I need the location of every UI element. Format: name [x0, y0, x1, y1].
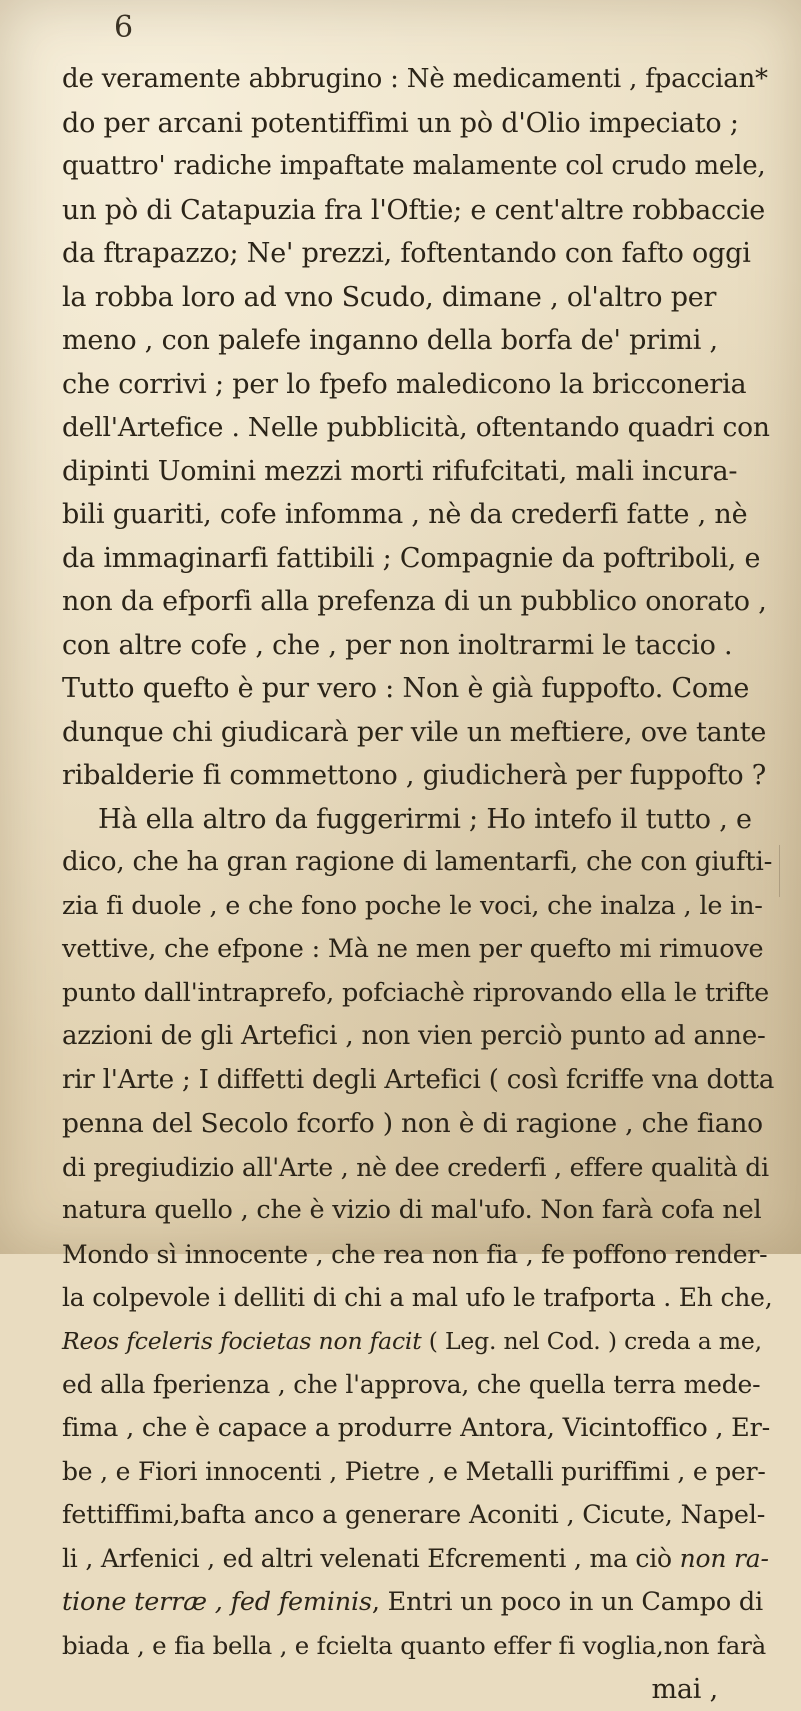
- text-line: [62, 1407, 774, 1451]
- text-line: [62, 972, 774, 1016]
- text-span: de veramente abbrugino : Nè medicamenti , fpaccian*: [62, 64, 768, 94]
- text-line: [62, 1015, 774, 1059]
- text-line: [62, 885, 774, 929]
- page-number: 6: [114, 8, 133, 48]
- text-line: [62, 1059, 774, 1103]
- text-span: di pregiudizio all'Arte , nè dee crederfi , effere qualità di: [62, 1153, 769, 1182]
- text-line: [62, 1102, 774, 1146]
- text-line: [62, 58, 774, 102]
- text-line: [62, 1363, 774, 1407]
- text-line: [62, 1450, 774, 1494]
- text-line: [62, 276, 774, 320]
- text-line: [62, 798, 774, 842]
- text-span: da ftrapazzo; Ne' prezzi, foftentando con fafto oggi: [62, 238, 751, 269]
- text-span: zia fi duole , e che fono poche le voci, che inalza , le in-: [62, 891, 763, 921]
- text-span: Mondo sì innocente , che rea non fia , fe poffono render-: [62, 1240, 767, 1269]
- text-span: quattro' radiche impaftate malamente col crudo mele,: [62, 151, 765, 181]
- text-span: natura quello , che è vizio di mal'ufo. Non farà cofa nel: [62, 1195, 761, 1225]
- text-span: biada , e fia bella , e fcielta quanto effer fi voglia,non farà: [62, 1631, 766, 1660]
- text-span: con altre cofe , che , per non inoltrarmi le taccio .: [62, 630, 732, 661]
- text-line: [62, 754, 774, 798]
- text-line: [62, 624, 774, 668]
- text-span: non da efporfi alla prefenza di un pubblico onorato ,: [62, 586, 767, 617]
- text-line: [62, 1537, 774, 1581]
- text-span: Tutto quefto è pur vero : Non è già fuppofto. Come: [62, 673, 749, 704]
- text-line: [62, 580, 774, 624]
- text-line: [62, 319, 774, 363]
- text-span: la robba loro ad vno Scudo, dimane , ol'altro per: [62, 282, 716, 313]
- text-line: [62, 232, 774, 276]
- text-line: [62, 841, 774, 885]
- text-span: ( Leg. nel Cod. ) creda a me,: [421, 1327, 761, 1355]
- text-span: fima , che è capace a produrre Antora, Vicintoffico , Er-: [62, 1413, 770, 1443]
- text-span: bili guariti, cofe infomma , nè da crederfi fatte , nè: [62, 499, 747, 530]
- text-line: [62, 450, 774, 494]
- text-line: [62, 1668, 774, 1711]
- text-span: , Entri un poco in un Campo di: [372, 1587, 763, 1617]
- text-line: [62, 1494, 774, 1538]
- text-line: [62, 145, 774, 189]
- margin-mark: [779, 845, 780, 897]
- text-span: dunque chi giudicarà per vile un meftiere, ove tante: [62, 717, 766, 748]
- text-span: be , e Fiori innocenti , Pietre , e Metalli puriffimi , e per-: [62, 1457, 766, 1486]
- text-line: [62, 1276, 774, 1320]
- text-span: vettive, che efpone : Mà ne men per quefto mi rimuove: [62, 934, 763, 964]
- text-span: penna del Secolo fcorfo ) non è di ragione , che fiano: [62, 1108, 763, 1139]
- text-line: [62, 1320, 774, 1364]
- text-line: [62, 1189, 774, 1233]
- text-line: [62, 493, 774, 537]
- text-line: [62, 711, 774, 755]
- text-span: dipinti Uomini mezzi morti rifufcitati, mali incura-: [62, 456, 737, 487]
- text-span: da immaginarfi fattibili ; Compagnie da poftriboli, e: [62, 543, 760, 574]
- text-span: do per arcani potentiffimi un pò d'Olio impeciato ;: [62, 108, 739, 139]
- italic-text-span: non ra-: [680, 1544, 769, 1573]
- text-line: [62, 189, 774, 233]
- text-line: [62, 1581, 774, 1625]
- text-span: rir l'Arte ; I diffetti degli Artefici ( così fcriffe vna dotta: [62, 1065, 774, 1095]
- text-span: li , Arfenici , ed altri velenati Efcrementi , ma ciò: [62, 1544, 680, 1573]
- text-span: dell'Artefice . Nelle pubblicità, oftentando quadri con: [62, 412, 770, 443]
- body-text: [62, 58, 774, 1711]
- text-line: [62, 363, 774, 407]
- text-span: mai ,: [651, 1674, 718, 1705]
- text-span: punto dall'intraprefo, pofciachè riprovando ella le trifte: [62, 978, 769, 1008]
- text-span: ribalderie fi commettono , giudicherà per fuppofto ?: [62, 760, 766, 791]
- text-line: [62, 537, 774, 581]
- text-line: [62, 1233, 774, 1277]
- text-span: un pò di Catapuzia fra l'Oftie; e cent'altre robbaccie: [62, 195, 765, 226]
- text-span: meno , con palefe inganno della borfa de' primi ,: [62, 325, 718, 356]
- text-line: [62, 667, 774, 711]
- text-line: [62, 406, 774, 450]
- text-span: Hà ella altro da fuggerirmi ; Ho intefo il tutto , e: [98, 804, 752, 835]
- italic-text-span: Reos fceleris focietas non facit: [62, 1327, 421, 1355]
- text-span: la colpevole i delliti di chi a mal ufo le trafporta . Eh che,: [62, 1283, 773, 1312]
- text-line: [62, 102, 774, 146]
- text-line: [62, 928, 774, 972]
- italic-text-span: tione terræ , fed feminis: [62, 1587, 372, 1617]
- text-span: che corrivi ; per lo fpefo maledicono la bricconeria: [62, 369, 746, 400]
- text-span: ed alla fperienza , che l'approva, che quella terra mede-: [62, 1370, 760, 1399]
- text-line: [62, 1624, 774, 1668]
- text-span: dico, che ha gran ragione di lamentarfi, che con giufti-: [62, 847, 772, 877]
- text-span: azzioni de gli Artefici , non vien perciò punto ad anne-: [62, 1021, 766, 1051]
- text-span: fettiffimi,bafta anco a generare Aconiti , Cicute, Napel-: [62, 1500, 765, 1530]
- text-line: [62, 1146, 774, 1190]
